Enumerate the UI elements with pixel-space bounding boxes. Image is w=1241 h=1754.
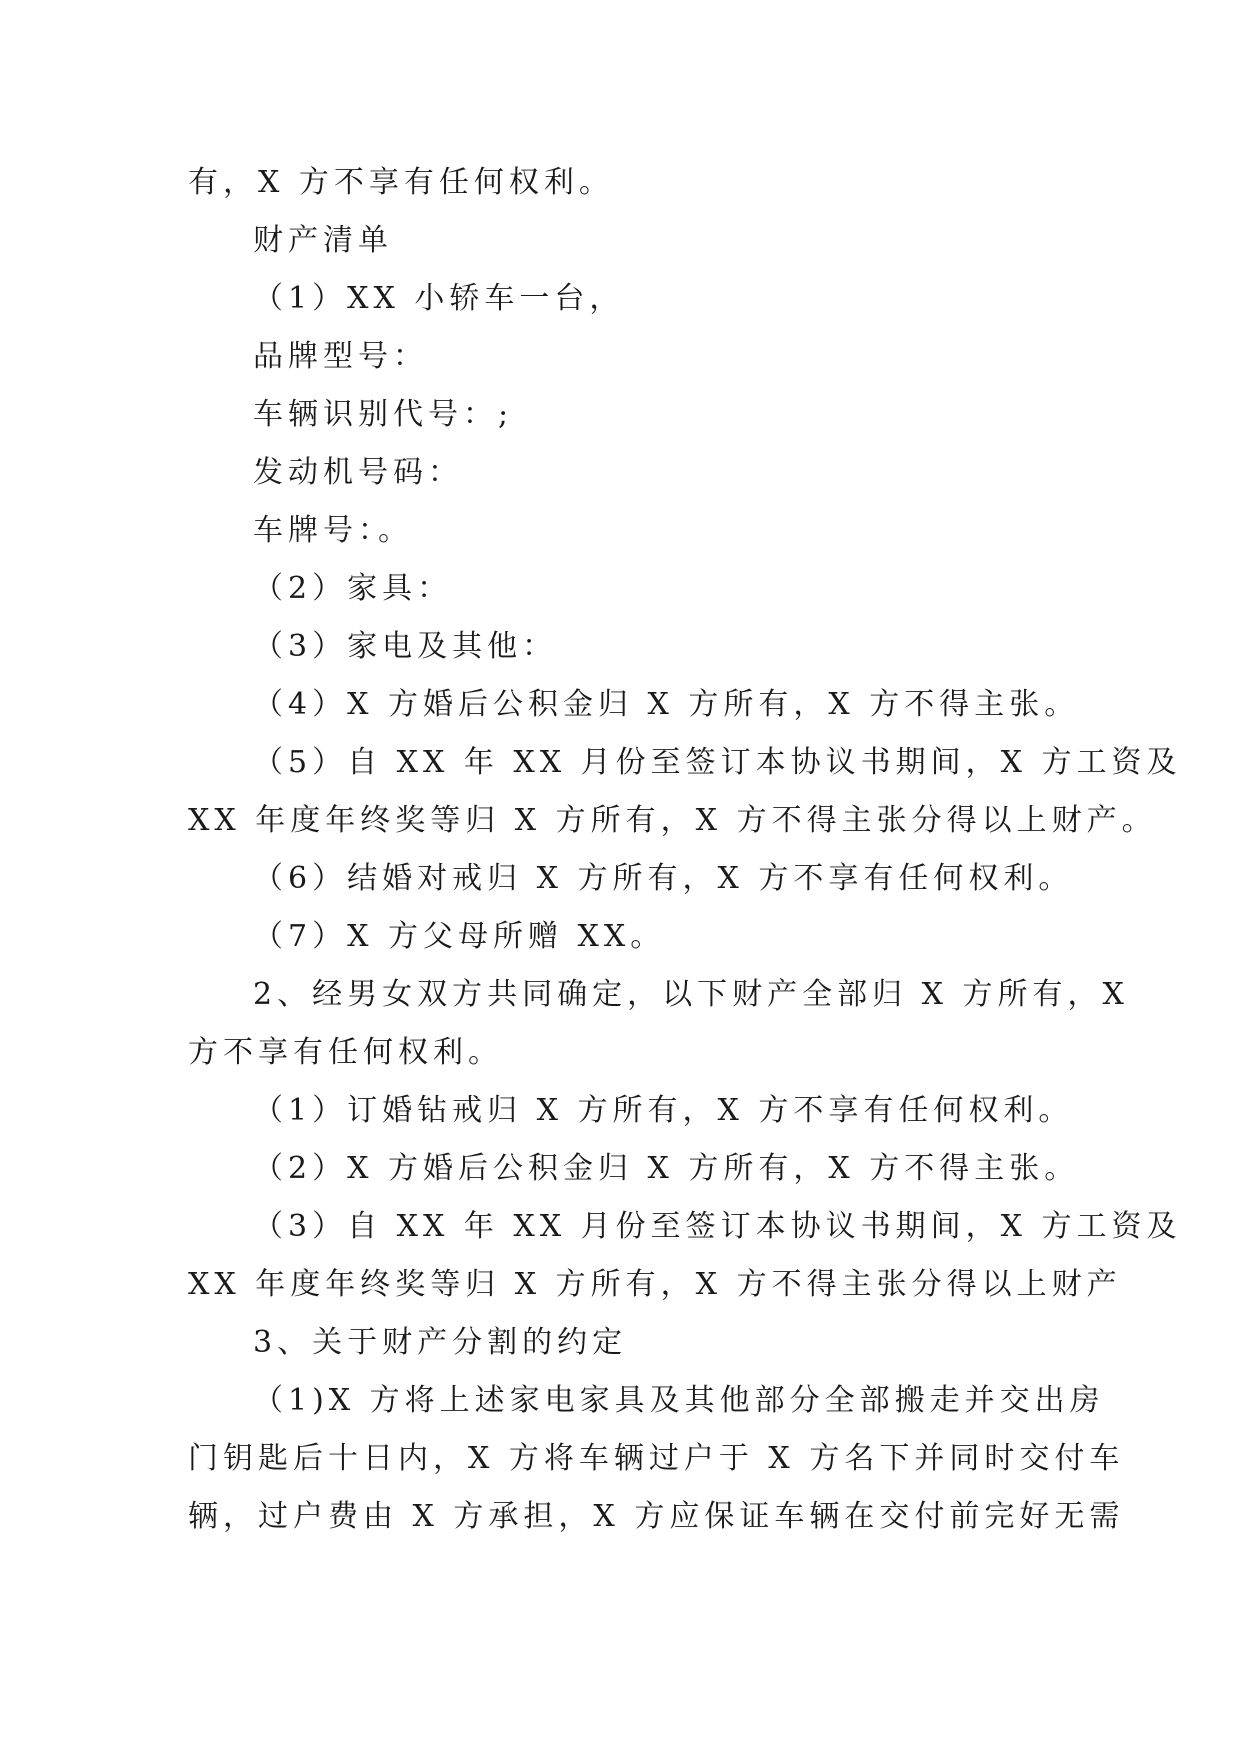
text-line: （2）家具： (253, 571, 453, 606)
text-line: （2）X 方婚后公积金归 X 方所有，X 方不得主张。 (253, 1151, 1080, 1186)
text-line: （7）X 方父母所赠 XX。 (253, 919, 666, 954)
section-heading: 财产清单 (253, 223, 393, 258)
text-line: （3）自 XX 年 XX 月份至签订本协议书期间，X 方工资及 (253, 1209, 1182, 1244)
text-line: 方不享有任何权利。 (188, 1035, 503, 1070)
text-line: （5）自 XX 年 XX 月份至签订本协议书期间，X 方工资及 (253, 745, 1182, 780)
text-line: 车牌号：。 (253, 513, 413, 548)
text-line: XX 年度年终奖等归 X 方所有，X 方不得主张分得以上财产 (188, 1267, 1122, 1302)
text-line: （3）家电及其他： (253, 629, 558, 664)
text-line: 车辆识别代号：; (253, 397, 514, 432)
text-line: 发动机号码： (253, 455, 463, 490)
text-line: 品牌型号： (253, 339, 428, 374)
text-line: （4）X 方婚后公积金归 X 方所有，X 方不得主张。 (253, 687, 1080, 722)
text-line: （1）XX 小轿车一台， (253, 281, 625, 316)
text-line: （1）订婚钻戒归 X 方所有，X 方不享有任何权利。 (253, 1093, 1074, 1128)
text-line: 门钥匙后十日内，X 方将车辆过户于 X 方名下并同时交付车 (188, 1441, 1125, 1476)
section-heading: 3、关于财产分割的约定 (253, 1325, 628, 1360)
text-line: （6）结婚对戒归 X 方所有，X 方不享有任何权利。 (253, 861, 1074, 896)
text-line: 有，X 方不享有任何权利。 (188, 165, 614, 200)
text-line: （1)X 方将上述家电家具及其他部分全部搬走并交出房 (253, 1383, 1105, 1418)
text-line: 辆，过户费由 X 方承担，X 方应保证车辆在交付前完好无需 (188, 1499, 1125, 1534)
text-line: 2、经男女双方共同确定，以下财产全部归 X 方所有，X (253, 977, 1129, 1012)
text-line: XX 年度年终奖等归 X 方所有，X 方不得主张分得以上财产。 (188, 803, 1157, 838)
